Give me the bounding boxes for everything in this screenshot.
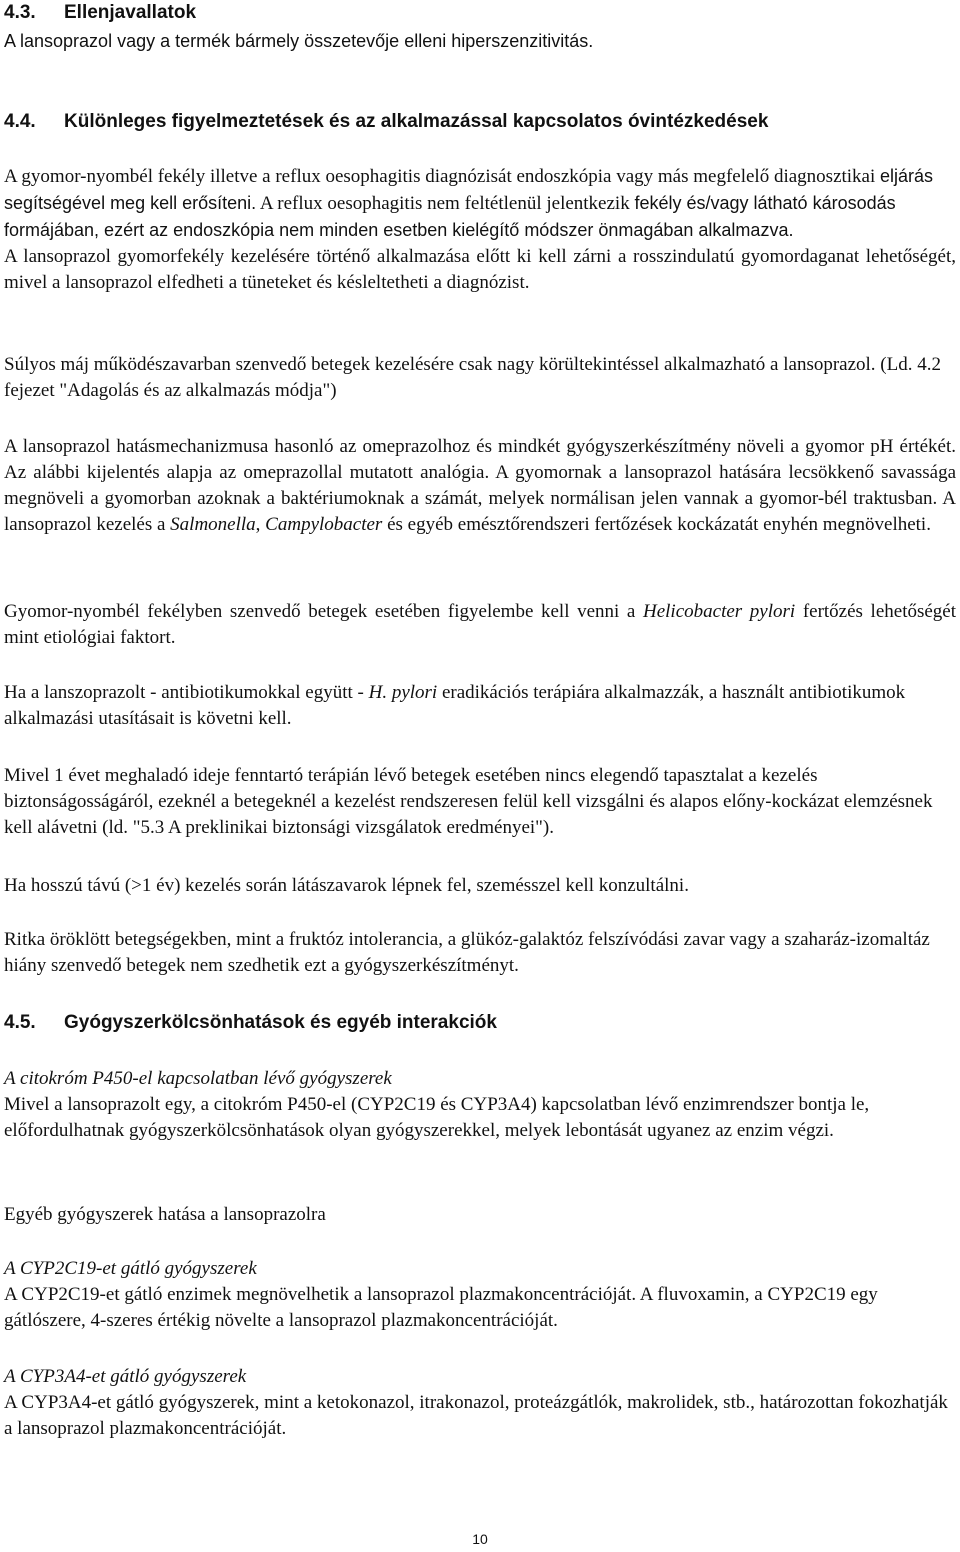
subheading-cyp3a4: A CYP3A4-et gátló gyógyszerek [4, 1366, 247, 1387]
paragraph-text: és egyéb emésztőrendszeri fertőzések kockázatát enyhén megnövelheti. [387, 514, 931, 535]
paragraph-long-term: Mivel 1 évet meghaladó ideje fenntartó terápián lévő betegek esetében nincs elegendő tapasztalat a kezelés biztonságosságáról, ezeknél a betegeknél a kezelést rendszeresen felül kell vizsgálni és alapos előny-kockázat elemzésnek kell alávetni (ld. "5.3 A preklinikai biztonsági vizsgálatok eredményei"). [4, 765, 933, 838]
paragraph-liver: Súlyos máj működészavarban szenvedő betegek kezelésére csak nagy körültekintéssel alkalmazható a lansoprazol. (Ld. 4.2 fejezet "Adagolás és az alkalmazás módja") [4, 354, 941, 401]
paragraph-vision: Ha hosszú távú (>1 év) kezelés során látászavarok lépnek fel, szemésszel kell konzultálni. [4, 875, 689, 896]
organism-name: Campylobacter [265, 514, 383, 535]
page-number: 10 [472, 1531, 488, 1547]
paragraph-other-drugs: Egyéb gyógyszerek hatása a lansoprazolra [4, 1204, 326, 1225]
paragraph-p450: Mivel a lansoprazolt egy, a citokróm P450-el (CYP2C19 és CYP3A4) kapcsolatban lévő enzimrendszer bontja le, előfordulhatnak gyógyszerkölcsönhatások olyan gyógyszerekkel, melyek lebontását ugyanez az enzim végzi. [4, 1094, 870, 1141]
subheading-p450: A citokróm P450-el kapcsolatban lévő gyógyszerek [4, 1068, 392, 1089]
paragraph-antibiotics [4, 680, 956, 732]
paragraph-text: eradikációs terápiára alkalmazzák, a használt antibiotikumok alkalmazási utasításait is követni kell. [4, 682, 906, 729]
section-title: Különleges figyelmeztetések és az alkalmazással kapcsolatos óvintézkedések [64, 111, 769, 132]
contraindication-paragraph: A lansoprazol vagy a termék bármely összetevője elleni hiperszenzitivitás. [4, 31, 594, 51]
section-heading-4-5 [4, 1010, 956, 1036]
paragraph-endoscopy [4, 163, 956, 244]
paragraph-cyp2c19: A CYP2C19-et gátló enzimek megnövelhetik a lansoprazol plazmakoncentrációját. A fluvoxamin, a CYP2C19 egy gátlószere, 4-szeres értékig növelte a lansoprazol plazmakoncentrációját. [4, 1284, 878, 1331]
paragraph-text: A lansoprazol hatásmechanizmusa hasonló az omeprazolhoz és mindkét gyógyszerkészítmény növeli a gyomor pH értékét. Az alábbi kijelentés alapja az omeprazollal mutatott analógia. A gyomornak a lansoprazol hatására lecsökkenő savassága megnöveli a gyomorban azoknak a baktériumoknak a számát, melyek normálisan jelen vannak a gyomor-bél traktusban. A lansoprazol kezelés a [4, 436, 956, 535]
paragraph-hereditary: Ritka öröklött betegségekben, mint a fruktóz intolerancia, a glükóz-galaktóz felszívódási zavar vagy a szaharáz-izomaltáz hiány szenvedő betegek nem szedhetik ezt a gyógyszerkészítményt. [4, 929, 930, 976]
paragraph-mechanism: A lansoprazol hatásmechanizmusa hasonló az omeprazolhoz és mindkét gyógyszerkészítmény növeli a gyomor pH értékét. Az alábbi kijelentés alapja az omeprazollal mutatott analógia. A gyomornak a lansoprazol hatására lecsökkenő savassága megnöveli a gyomorban azoknak a baktériumoknak a számát, melyek normálisan jelen vannak a gyomor-bél traktusban. A lansoprazol kezelés a Salmonella, Campylobacter és egyéb emésztőrendszeri fertőzések kockázatát enyhén megnövelheti. [4, 436, 956, 535]
organism-name: H. pylori [368, 682, 438, 703]
paragraph-cyp3a4: A CYP3A4-et gátló gyógyszerek, mint a ketokonazol, itrakonazol, proteázgátlók, makrolidek, stb., határozottan fokozhatják a lansoprazol plazmakoncentrációját. [4, 1392, 948, 1439]
paragraph-text: A gyomor-nyombél fekély illetve a reflux oesophagitis diagnózisát endoszkópia vagy más megfelelő diagnosztikai [4, 166, 876, 187]
paragraph-malignancy: A lansoprazol gyomorfekély kezelésére történő alkalmazása előtt ki kell zárni a rosszindulatú gyomordaganat lehetőségét, mivel a lansoprazol elfedheti a tüneteket és késleltetheti a diagnózist. [4, 246, 956, 293]
paragraph-text: A reflux oesophagitis nem feltétlenül jelentkezik [259, 193, 630, 214]
paragraph-text: eljárás segítségével meg kell erősíteni. [4, 166, 934, 213]
organism-name: Helicobacter pylori [643, 601, 796, 622]
paragraph-text: Gyomor-nyombél fekélyben szenvedő betegek esetében figyelembe kell venni a [4, 601, 636, 622]
section-number: 4.3. [4, 2, 36, 23]
subheading-cyp2c19: A CYP2C19-et gátló gyógyszerek [4, 1258, 257, 1279]
paragraph-helicobacter [4, 599, 956, 651]
section-title: Gyógyszerkölcsönhatások és egyéb interakciók [64, 1012, 497, 1033]
paragraph-text: fertőzés lehetőségét mint etiológiai faktort. [4, 601, 957, 648]
organism-name: Salmonella [170, 514, 256, 535]
section-title: Ellenjavallatok [64, 2, 197, 23]
section-number: 4.5. [4, 1012, 36, 1033]
section-heading-4-3 [4, 0, 956, 26]
section-heading-4-4 [4, 109, 956, 135]
section-number: 4.4. [4, 111, 36, 132]
paragraph-text: Ha a lanszoprazolt - antibiotikumokkal együtt - [4, 682, 364, 703]
paragraph-text: fekély és/vagy látható károsodás formájában, ezért az endoszkópia nem minden esetben kielégítő módszer önmagában alkalmazva. [4, 193, 896, 240]
